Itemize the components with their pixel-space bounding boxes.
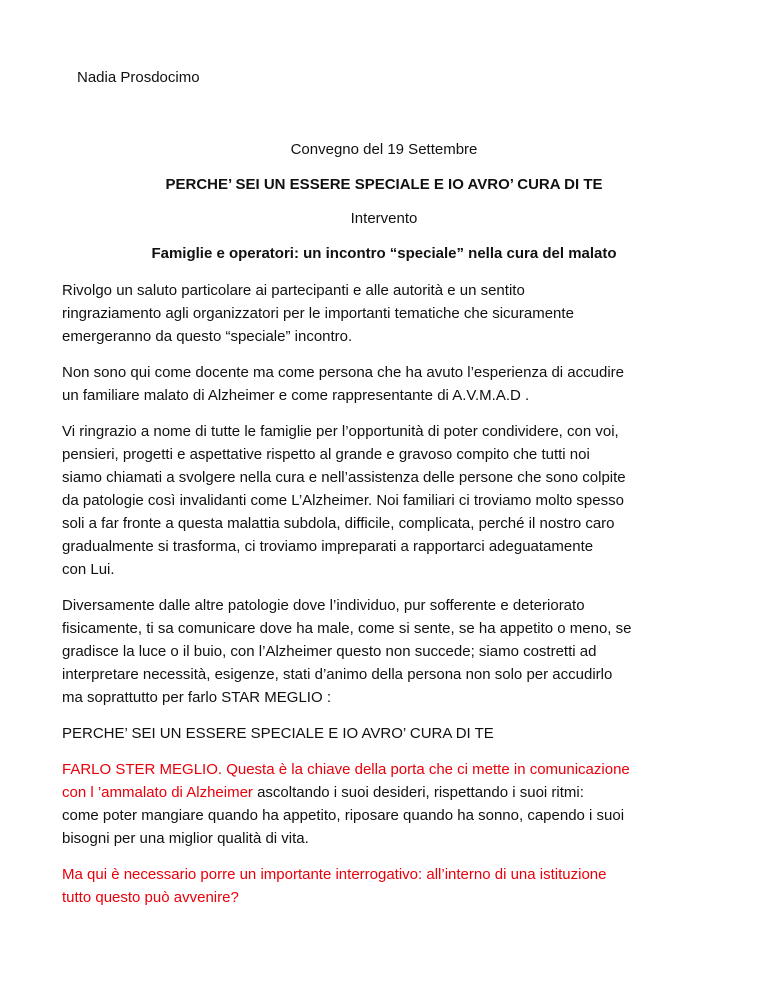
paragraph-line: ma soprattutto per farlo STAR MEGLIO : xyxy=(62,689,331,706)
paragraph-line: gradualmente si trasforma, ci troviamo impreparati a rapportarci adeguatamente xyxy=(62,538,594,555)
paragraph-line: bisogni per una miglior qualità di vita. xyxy=(62,830,309,847)
paragraph-line: soli a far fronte a questa malattia subdola, difficile, complicata, perché il nostro caro xyxy=(62,515,615,532)
paragraph-line: Rivolgo un saluto particolare ai partecipanti e alle autorità e un sentito xyxy=(62,282,525,299)
paragraph-line: da patologie così invalidanti come L’Alzheimer. Noi familiari ci troviamo molto spesso xyxy=(62,492,624,509)
plain-span: ascoltando i suoi desideri, rispettando i suoi ritmi: xyxy=(252,784,584,801)
paragraph-line: Non sono qui come docente ma come persona che ha avuto l’esperienza di accudire xyxy=(62,364,625,381)
highlight-span: con l ’ammalato di Alzheimer xyxy=(62,784,253,801)
question-line: Ma qui è necessario porre un importante interrogativo: all’interno di una istituzione xyxy=(62,866,607,883)
mixed-line xyxy=(62,781,722,804)
question-line: tutto questo può avvenire? xyxy=(62,889,239,906)
paragraph-line: siamo chiamati a svolgere nella cura e nell’assistenza delle persone che sono colpite xyxy=(62,469,626,486)
paragraph-line: con Lui. xyxy=(62,561,115,578)
intervento-label: Intervento xyxy=(350,210,418,227)
paragraph-line: emergeranno da questo “speciale” incontro. xyxy=(62,328,353,345)
paragraph-line: Diversamente dalle altre patologie dove l’individuo, pur sofferente e deteriorato xyxy=(62,597,585,614)
repeated-title-line: PERCHE’ SEI UN ESSERE SPECIALE E IO AVRO’ CURA DI TE xyxy=(62,725,494,742)
paragraph-line: Vi ringrazio a nome di tutte le famiglie per l’opportunità di poter condividere, con voi, xyxy=(62,423,619,440)
convegno-date: Convegno del 19 Settembre xyxy=(290,141,478,158)
paragraph-line: un familiare malato di Alzheimer e come rappresentante di A.V.M.A.D . xyxy=(62,387,530,404)
paragraph-line: come poter mangiare quando ha appetito, riposare quando ha sonno, capendo i suoi xyxy=(62,807,625,824)
paragraph-line: fisicamente, ti sa comunicare dove ha male, come si sente, se ha appetito o meno, se xyxy=(62,620,632,637)
paragraph-line: ringraziamento agli organizzatori per le importanti tematiche che sicuramente xyxy=(62,305,574,322)
subtitle: Famiglie e operatori: un incontro “speciale” nella cura del malato xyxy=(151,245,617,262)
main-title: PERCHE’ SEI UN ESSERE SPECIALE E IO AVRO’ CURA DI TE xyxy=(165,176,603,193)
paragraph-line: pensieri, progetti e aspettative rispetto al grande e gravoso compito che tutti noi xyxy=(62,446,590,463)
author-name: Nadia Prosdocimo xyxy=(77,69,200,86)
highlight-line: FARLO STER MEGLIO. Questa è la chiave della porta che ci mette in comunicazione xyxy=(62,761,630,778)
paragraph-line: interpretare necessità, esigenze, stati d’animo della persona non solo per accudirlo xyxy=(62,666,613,683)
paragraph-line: gradisce la luce o il buio, con l’Alzheimer questo non succede; siamo costretti ad xyxy=(62,643,597,660)
